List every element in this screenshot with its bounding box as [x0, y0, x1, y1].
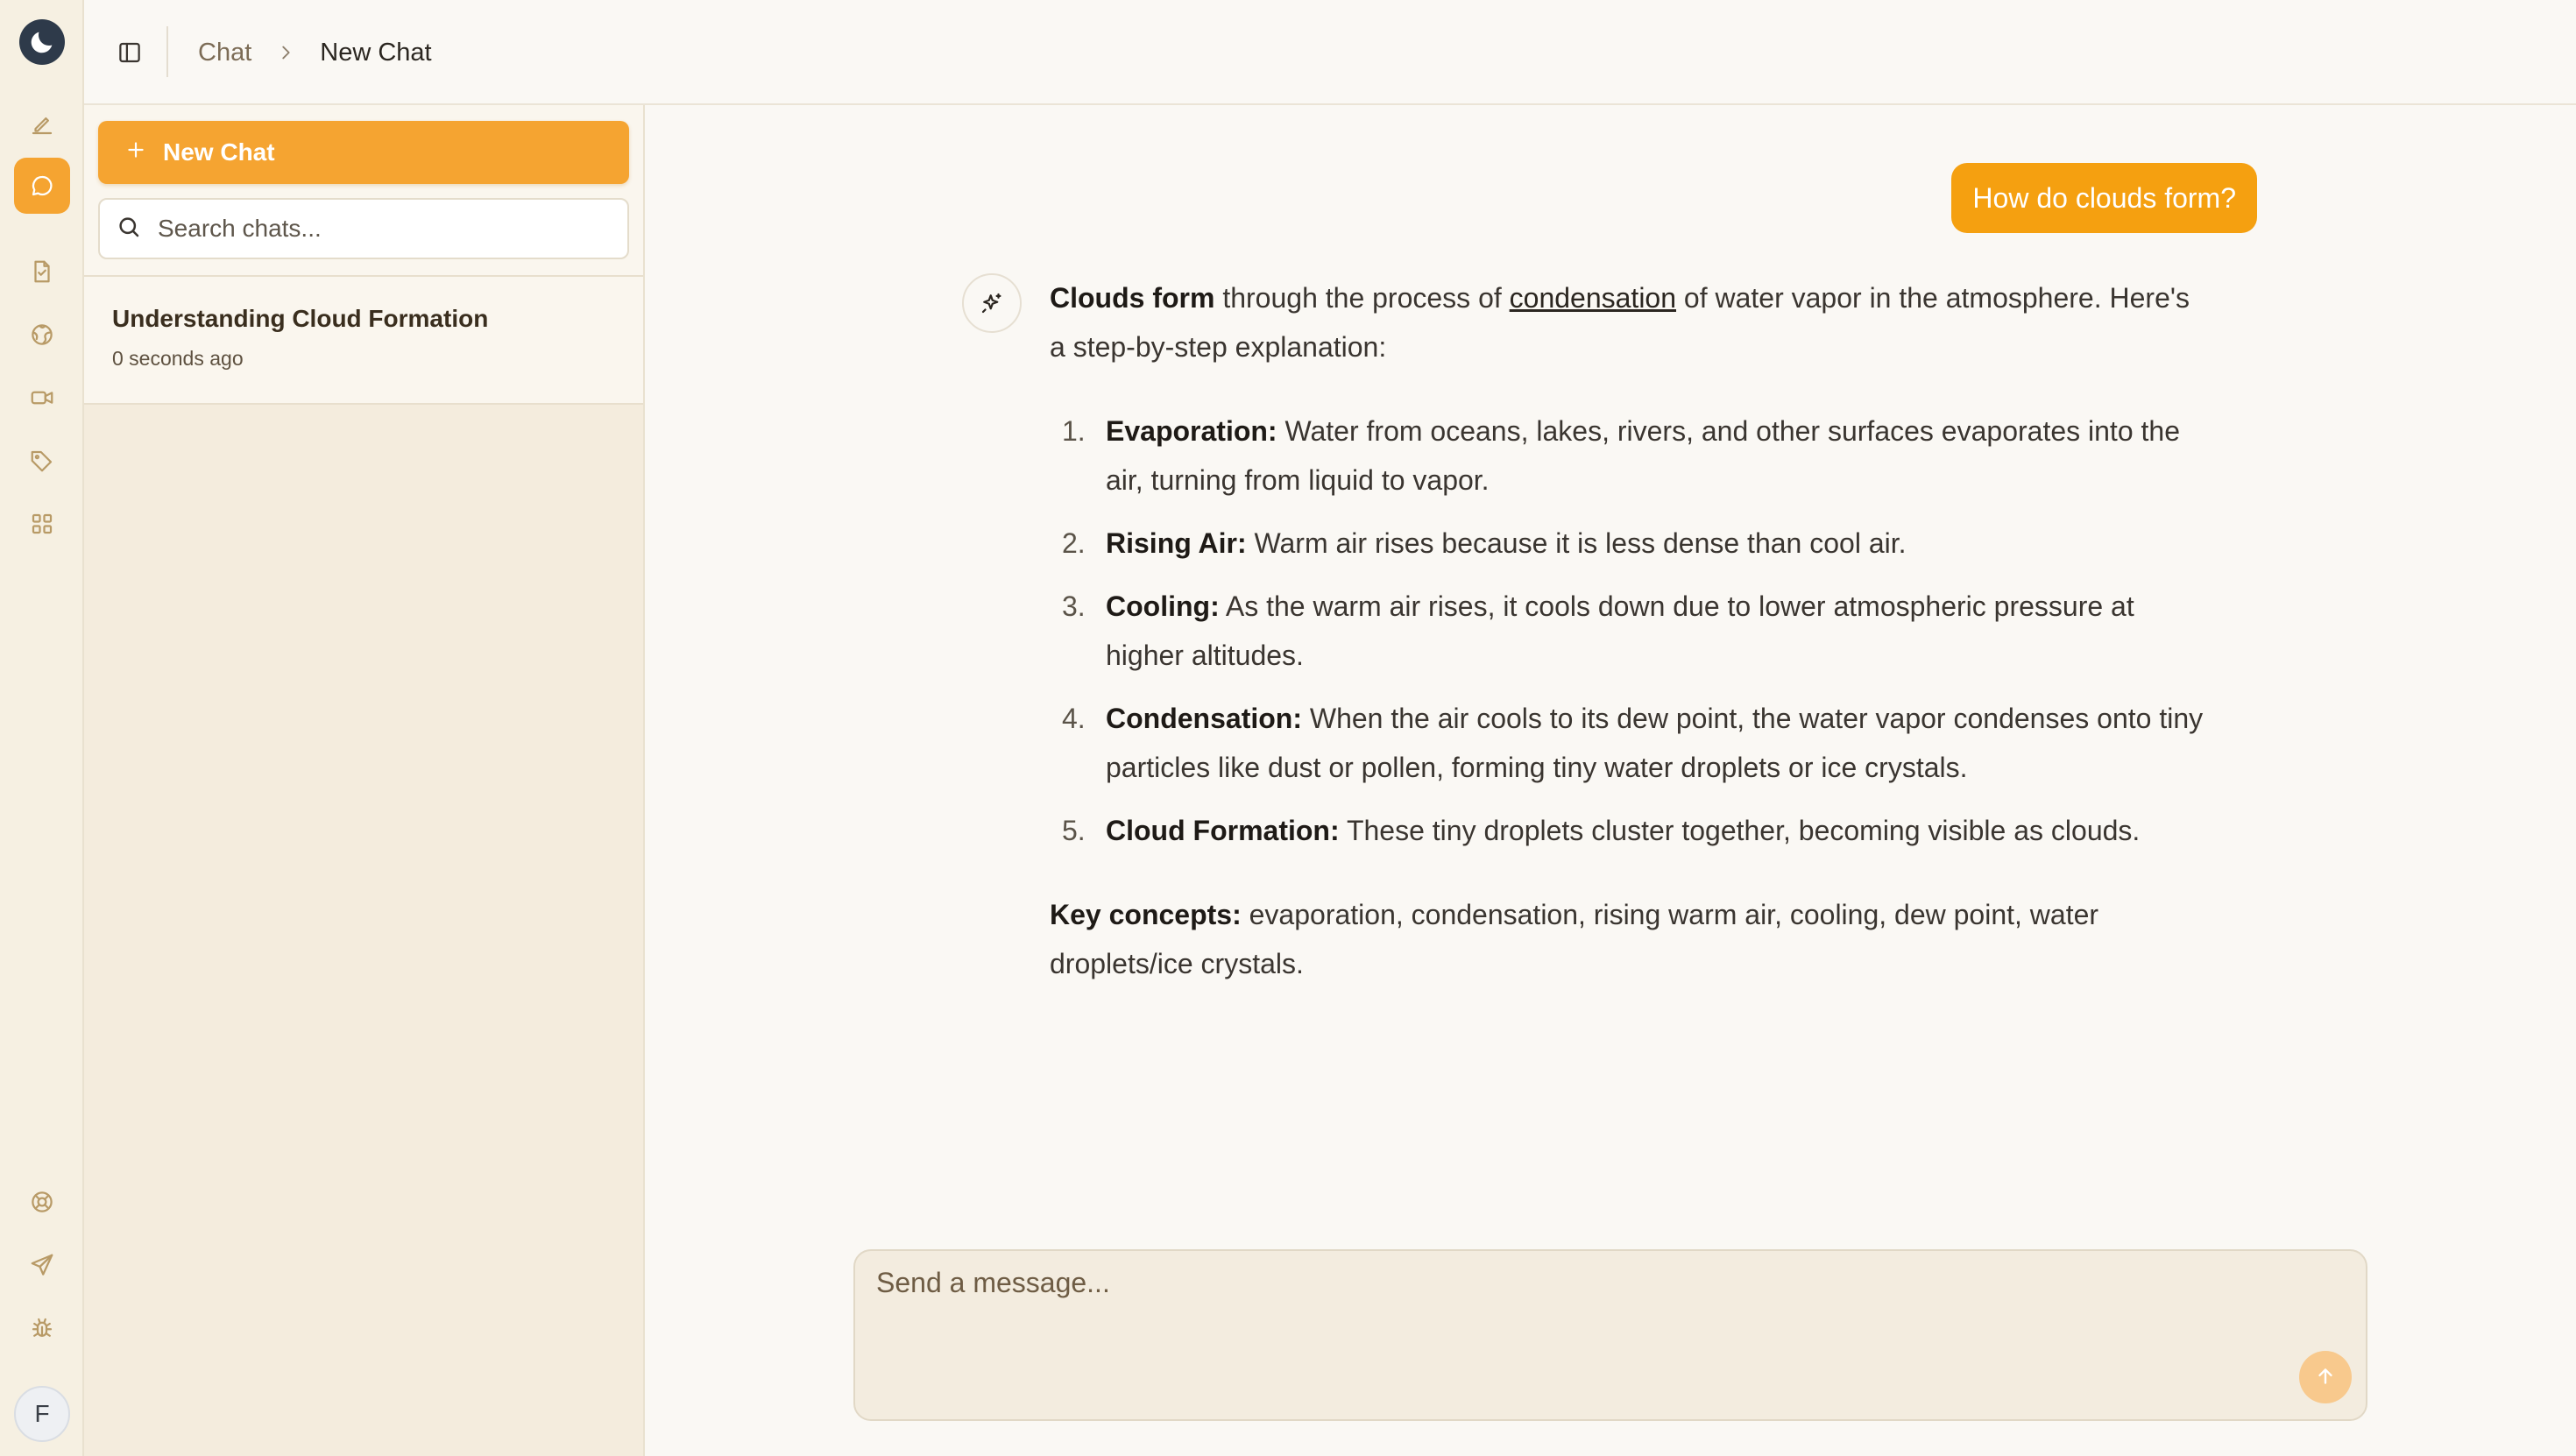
intro-post-link: of water vapor in the atmosphere. Here's a step-by-step explanation: — [1050, 282, 2190, 363]
list-item — [1050, 582, 2206, 680]
header-divider — [166, 26, 168, 77]
new-chat-button[interactable] — [98, 121, 629, 184]
step-term: Evaporation: — [1106, 415, 1277, 447]
top-header — [84, 0, 2576, 105]
condensation-link[interactable]: condensation — [1509, 282, 1677, 314]
breadcrumb-current: New Chat — [320, 38, 432, 67]
user-message-bubble — [1951, 163, 2257, 233]
step-text: These tiny droplets cluster together, becoming visible as clouds. — [1339, 815, 2141, 846]
message-input[interactable] — [876, 1267, 2278, 1372]
key-concepts — [1050, 890, 2206, 988]
document-icon[interactable] — [14, 244, 70, 300]
list-item — [1050, 694, 2206, 792]
step-text: As the warm air rises, it cools down due to lower atmospheric pressure at higher altitudes. — [1106, 590, 2134, 671]
user-message-text: How do clouds form? — [1972, 181, 2236, 214]
conversation-area — [647, 107, 2576, 1456]
arrow-up-icon — [2314, 1365, 2337, 1390]
avatar[interactable] — [14, 1386, 70, 1442]
step-term: Rising Air: — [1106, 527, 1247, 559]
avatar-letter: F — [34, 1400, 50, 1427]
list-item — [1050, 519, 2206, 568]
step-text: When the air cools to its dew point, the water vapor condenses onto tiny particles like dust or pollen, forming tiny water droplets or ice crystals. — [1106, 703, 2204, 783]
message-composer — [853, 1249, 2367, 1421]
grid-icon[interactable] — [14, 496, 70, 552]
tag-icon[interactable] — [14, 433, 70, 489]
chat-bubble-icon[interactable] — [14, 158, 70, 214]
plus-icon — [124, 138, 147, 167]
response-intro — [1050, 273, 2206, 371]
intro-bold: Clouds form — [1050, 282, 1215, 314]
chat-list-item[interactable] — [84, 277, 643, 405]
icon-rail — [0, 0, 84, 1456]
search-icon — [116, 214, 142, 244]
globe-icon[interactable] — [14, 307, 70, 363]
list-item — [1050, 806, 2206, 855]
new-chat-label: New Chat — [163, 138, 275, 166]
step-term: Cooling: — [1106, 590, 1220, 622]
step-text: Warm air rises because it is less dense than cool air. — [1246, 527, 1907, 559]
list-item — [1050, 406, 2206, 505]
chat-list-controls — [84, 105, 643, 277]
step-number: 3. — [1062, 590, 1086, 622]
step-number: 2. — [1062, 527, 1086, 559]
pencil-icon[interactable] — [14, 96, 70, 152]
sidebar-toggle-icon[interactable] — [112, 35, 147, 70]
video-icon[interactable] — [14, 370, 70, 426]
chevron-right-icon — [276, 43, 295, 62]
assistant-response — [1050, 273, 2206, 988]
intro-pre-link: through the process of — [1214, 282, 1510, 314]
breadcrumb — [198, 0, 432, 105]
search-input[interactable] — [158, 215, 627, 243]
step-number: 5. — [1062, 815, 1086, 846]
step-text: Water from oceans, lakes, rivers, and other surfaces evaporates into the air, turning from liquid to vapor. — [1106, 415, 2180, 496]
steps-list — [1050, 406, 2206, 855]
lifebuoy-icon[interactable] — [14, 1174, 70, 1230]
step-number: 4. — [1062, 703, 1086, 734]
send-button[interactable] — [2299, 1351, 2352, 1403]
chat-item-timestamp: 0 seconds ago — [112, 347, 244, 370]
chat-item-title: Understanding Cloud Formation — [112, 305, 489, 332]
step-number: 1. — [1062, 415, 1086, 447]
key-concepts-label: Key concepts: — [1050, 899, 1242, 930]
sparkle-icon — [962, 273, 1022, 333]
key-concepts-text: evaporation, condensation, rising warm air, cooling, dew point, water droplets/ice crystals. — [1050, 899, 2099, 979]
paper-plane-icon[interactable] — [14, 1237, 70, 1293]
breadcrumb-root[interactable]: Chat — [198, 38, 252, 67]
step-term: Condensation: — [1106, 703, 1302, 734]
moon-logo-icon[interactable] — [19, 19, 65, 65]
chat-list-panel — [84, 105, 645, 1456]
step-term: Cloud Formation: — [1106, 815, 1340, 846]
search-box — [98, 198, 629, 259]
bug-icon[interactable] — [14, 1300, 70, 1356]
